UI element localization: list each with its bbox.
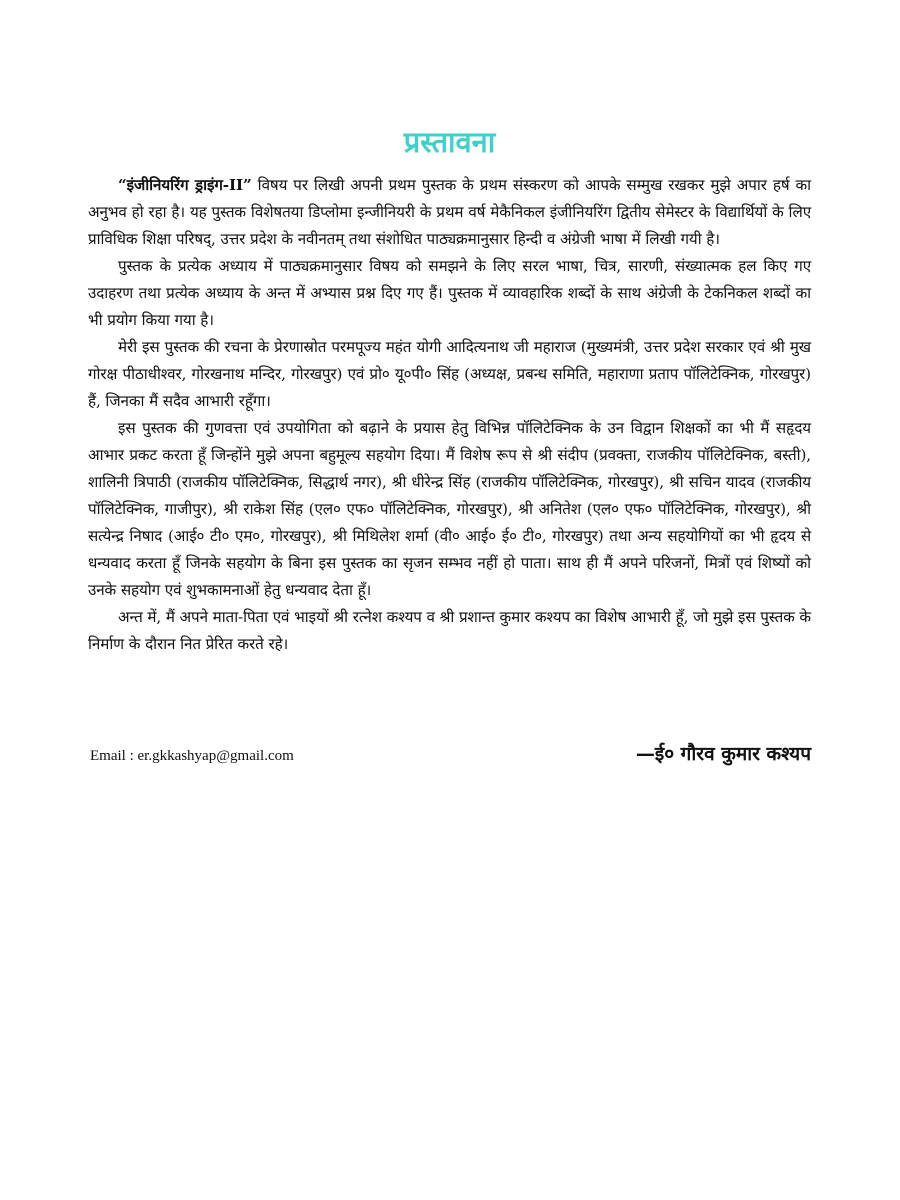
page-title: प्रस्तावना <box>403 125 496 159</box>
paragraph-inspiration: मेरी इस पुस्तक की रचना के प्रेरणास्रोत परमपूज्य महंत योगी आदित्यनाथ जी महाराज (मुख्यमंत्री, उत्तर प्रदेश सरकार एवं श्री मुख गोरक्ष पीठाधीश्वर, गोरखनाथ मन्दिर, गोरखपुर) एवं प्रो० यू०पी० सिंह (अध्यक्ष, प्रबन्ध समिति, महाराणा प्रताप पॉलिटेक्निक, गोरखपुर) हैं, जिनका मैं सदैव आभारी रहूँगा। <box>88 338 811 410</box>
preface-footer <box>88 740 811 774</box>
preface-body <box>88 172 811 658</box>
author-signature: —ई० गौरव कुमार कश्यप <box>635 743 811 765</box>
paragraph-intro-text: विषय पर लिखी अपनी प्रथम पुस्तक के प्रथम संस्करण को आपके सम्मुख रखकर मुझे अपार हर्ष का अनुभव हो रहा है। यह पुस्तक विशेषतया डिप्लोमा इन्जीनियरी के प्रथम वर्ष मेकैनिकल इंजीनियरिंग द्वितीय सेमेस्टर के विद्यार्थियों के लिए प्राविधिक शिक्षा परिषद्, उत्तर प्रदेश के नवीनतम् तथा संशोधित पाठ्यक्रमानुसार हिन्दी व अंग्रेजी भाषा में लिखी गयी है। <box>88 176 811 248</box>
book-title-lead: “इंजीनियरिंग ड्राइंग-II” <box>118 176 252 194</box>
paragraph-intro <box>88 172 811 253</box>
paragraph-family: अन्त में, मैं अपने माता-पिता एवं भाइयों श्री रत्नेश कश्यप व श्री प्रशान्त कुमार कश्यप का विशेष आभारी हूँ, जो मुझे इस पुस्तक के निर्माण के दौरान नित प्रेरित करते रहे। <box>88 608 811 653</box>
author-email: Email : er.gkkashyap@gmail.com <box>90 748 294 764</box>
paragraph-acknowledgements: इस पुस्तक की गुणवत्ता एवं उपयोगिता को बढ़ाने के प्रयास हेतु विभिन्न पॉलिटेक्निक के उन विद्वान शिक्षकों का भी मैं सहृदय आभार प्रकट करता हूँ जिन्होंने मुझे अपना बहुमूल्य सहयोग दिया। मैं विशेष रूप से श्री संदीप (प्रवक्ता, राजकीय पॉलिटेक्निक, बस्ती), शालिनी त्रिपाठी (राजकीय पॉलिटेक्निक, सिद्धार्थ नगर), श्री धीरेन्द्र सिंह (राजकीय पॉलिटेक्निक, गोरखपुर), श्री सचिन यादव (राजकीय पॉलिटेक्निक, गाजीपुर), श्री राकेश सिंह (एल० एफ० पॉलिटेक्निक, गोरखपुर), श्री अनितेश (एल० एफ० पॉलिटेक्निक, गोरखपुर), श्री सत्येन्द्र निषाद (आई० टी० एम०, गोरखपुर), श्री मिथिलेश शर्मा (वी० आई० ई० टी०, गोरखपुर) तथा अन्य सहयोगियों का भी हृदय से धन्यवाद करता हूँ जिनके सहयोग के बिना इस पुस्तक का सृजन सम्भव नहीं हो पाता। साथ ही मैं अपने परिजनों, मित्रों एवं शिष्यों को उनके सहयोग एवं शुभकामनाओं हेतु धन्यवाद देता हूँ। <box>88 419 811 599</box>
paragraph-content: पुस्तक के प्रत्येक अध्याय में पाठ्यक्रमानुसार विषय को समझने के लिए सरल भाषा, चित्र, सारणी, संख्यात्मक हल किए गए उदाहरण तथा प्रत्येक अध्याय के अन्त में अभ्यास प्रश्न दिए गए हैं। पुस्तक में व्यावहारिक शब्दों के साथ अंग्रेजी के टेकनिकल शब्दों का भी प्रयोग किया गया है। <box>88 257 811 329</box>
preface-page <box>88 122 811 765</box>
